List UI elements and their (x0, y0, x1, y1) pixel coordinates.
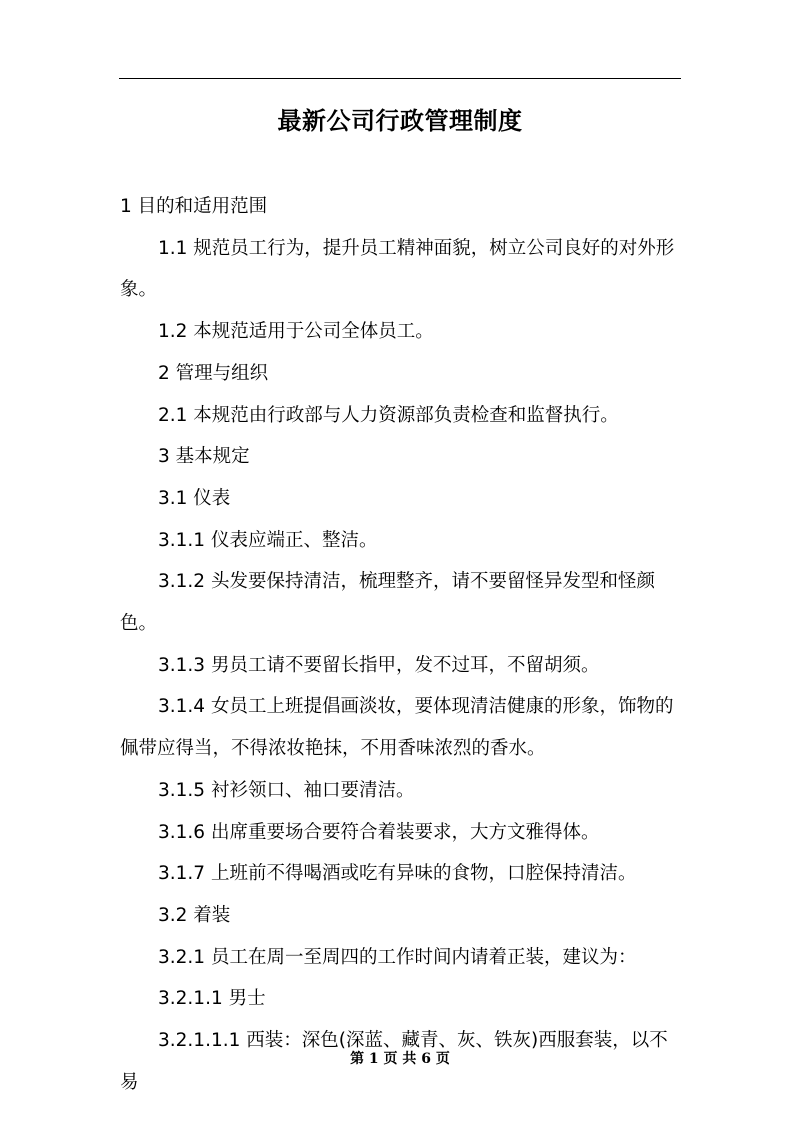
document-paragraph: 2 管理与组织 (158, 362, 269, 384)
page-number-label: 第 1 页 共 6 页 (350, 1051, 450, 1067)
document-paragraph: 3.1 仪表 (158, 487, 231, 509)
document-paragraph: 3.1.3 男员工请不要留长指甲，发不过耳，不留胡须。 (158, 654, 600, 676)
document-body (120, 186, 680, 1103)
document-title: 最新公司行政管理制度 (277, 107, 523, 135)
document-paragraph: 3.1.2 头发要保持清洁，梳理整齐，请不要留怪异发型和怪颜色。 (120, 571, 655, 635)
document-paragraph: 3.2.1 员工在周一至周四的工作时间内请着正装，建议为： (158, 946, 637, 968)
document-paragraph: 1.2 本规范适用于公司全体员工。 (158, 321, 434, 343)
document-paragraph: 3 基本规定 (158, 446, 250, 468)
header-rule (119, 78, 681, 79)
document-paragraph: 1.1 规范员工行为，提升员工精神面貌，树立公司良好的对外形象。 (120, 237, 675, 301)
document-paragraph: 3.1.6 出席重要场合要符合着装要求，大方文雅得体。 (158, 821, 600, 843)
document-paragraph: 3.1.5 衬衫领口、袖口要清洁。 (158, 779, 415, 801)
document-paragraph: 3.2.1.1 男士 (158, 988, 266, 1010)
document-paragraph: 3.1.4 女员工上班提倡画淡妆，要体现清洁健康的形象，饰物的佩带应得当，不得浓妆艳抹，不用香味浓烈的香水。 (120, 696, 674, 760)
document-paragraph: 3.1.1 仪表应端正、整洁。 (158, 529, 378, 551)
document-paragraph: 3.2.1.1.1 西装：深色(深蓝、藏青、灰、铁灰)西服套装，以不易 (120, 1030, 668, 1093)
document-paragraph: 1 目的和适用范围 (120, 196, 268, 217)
document-paragraph: 2.1 本规范由行政部与人力资源部负责检查和监督执行。 (158, 404, 619, 426)
document-paragraph: 3.1.7 上班前不得喝酒或吃有异味的食物，口腔保持清洁。 (158, 863, 637, 885)
page-footer (0, 1049, 800, 1069)
document-paragraph: 3.2 着装 (158, 904, 231, 926)
